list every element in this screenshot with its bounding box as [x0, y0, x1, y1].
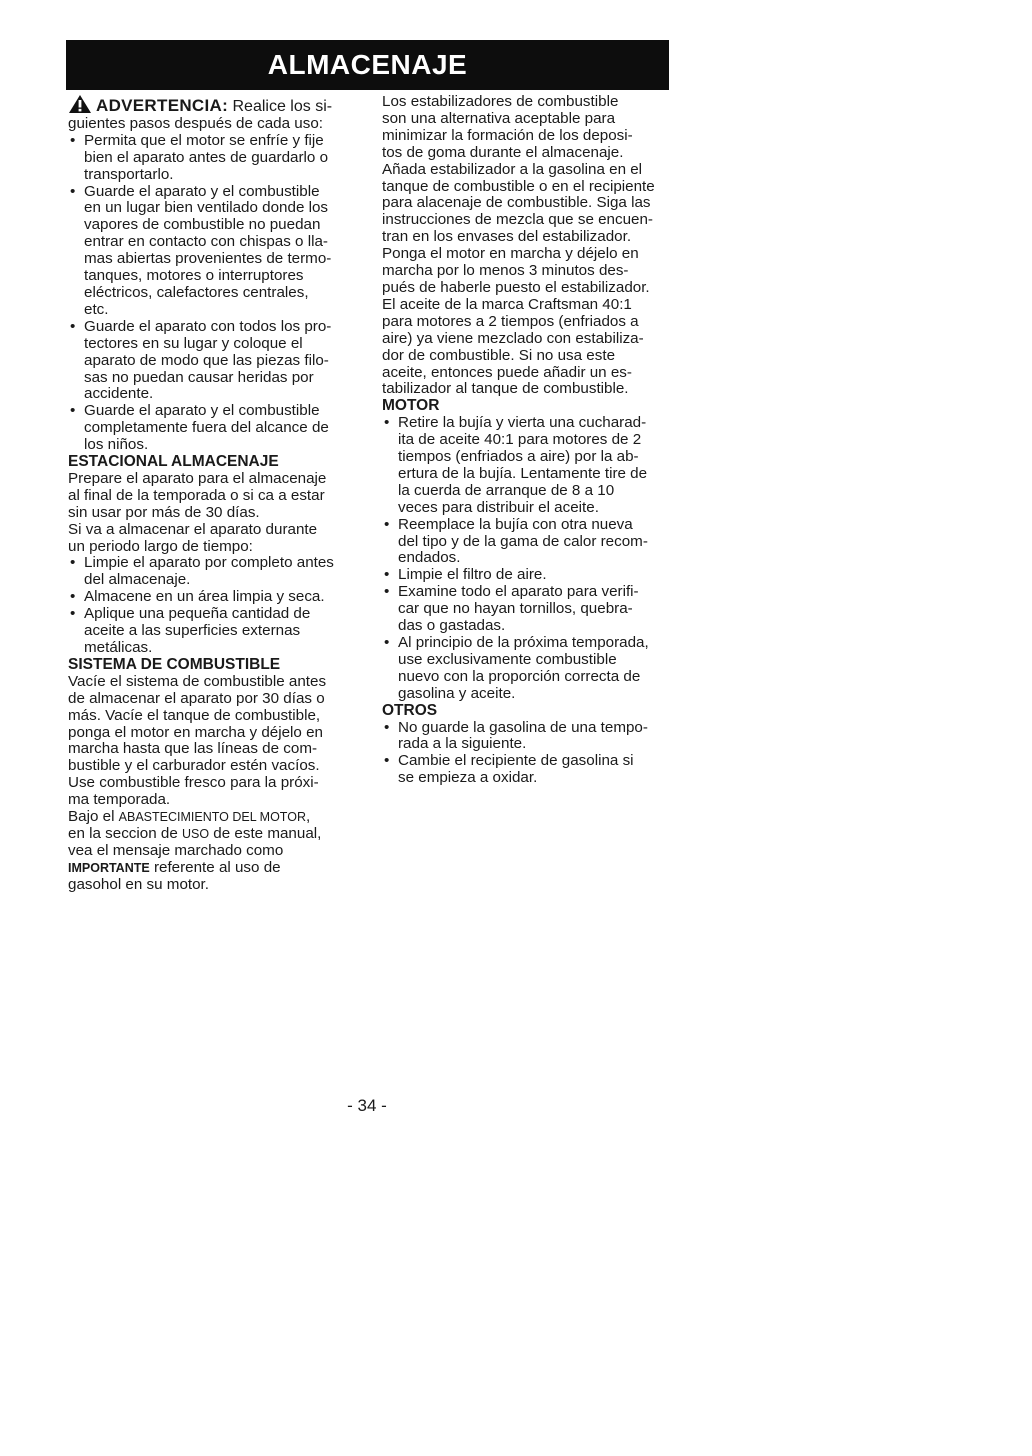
paragraph-line: un periodo largo de tiempo: — [68, 537, 253, 555]
list-item-text: tanques, motores o interruptores — [84, 267, 304, 285]
list-item-text: mas abiertas provenientes de termo- — [84, 250, 332, 268]
paragraph-line: al final de la temporada o si ca a estar — [68, 486, 325, 504]
list-item-text: del almacenaje. — [84, 571, 191, 589]
list-item-text: gasolina y aceite. — [398, 684, 516, 702]
list-item-text: car que no hayan tornillos, quebra- — [398, 600, 633, 618]
list-item-text: • Retire la bujía y vierta una cucharad- — [398, 414, 647, 432]
list-item-text: la cuerda de arranque de 8 a 10 — [398, 481, 615, 499]
estacional-paragraph-2 — [68, 522, 360, 556]
list-item-text: ertura de la bujía. Lentamente tire de — [398, 464, 648, 482]
estacional-list — [68, 555, 360, 656]
list-item-text: completamente fuera del alcance de — [84, 419, 329, 437]
paragraph-line — [68, 860, 360, 877]
list-item-text: en un lugar bien ventilado donde los — [84, 199, 329, 217]
note-important-text: IMPORTANTE — [68, 860, 150, 875]
estacional-paragraph-1 — [68, 471, 360, 522]
section-header-bar — [66, 40, 669, 90]
note-text: referente al uso de — [149, 858, 281, 876]
list-item — [68, 555, 360, 589]
list-item — [68, 133, 360, 184]
paragraph-line: Añada estabilizador a la gasolina en el — [382, 160, 643, 178]
list-item — [68, 589, 360, 606]
paragraph-line: ma temporada. — [68, 791, 171, 809]
list-item-text: transportarlo. — [84, 165, 174, 183]
note-smallcaps-text: ABASTECIMIENTO DEL MOTOR — [118, 810, 306, 825]
motor-heading: MOTOR — [382, 397, 440, 415]
list-item-text: • Limpie el aparato por completo antes — [84, 554, 334, 572]
paragraph-line: Vacíe el sistema de combustible antes — [68, 672, 327, 690]
paragraph-line: para motores a 2 tiempos (enfriados a — [382, 312, 639, 330]
list-item-text: • Limpie el filtro de aire. — [398, 566, 547, 584]
list-item-text: bien el aparato antes de guardarlo o — [84, 148, 329, 166]
warning-label: ADVERTENCIA: — [96, 96, 229, 115]
paragraph-line — [68, 826, 360, 843]
section-title: ALMACENAJE — [267, 49, 468, 80]
paragraph-line: son una alternativa aceptable para — [382, 109, 616, 127]
paragraph-line: tran en los envases del estabilizador. — [382, 228, 632, 246]
paragraph-line: Use combustible fresco para la próxi- — [68, 774, 319, 792]
paragraph-line — [68, 809, 360, 826]
paragraph-line: para alacenaje de combustible. Siga las — [382, 194, 651, 212]
estacional-heading: ESTACIONAL ALMACENAJE — [68, 453, 279, 471]
list-item-text: entrar en contacto con chispas o lla- — [84, 233, 328, 251]
note-text: en la seccion de — [68, 824, 182, 842]
paragraph-line: marcha por lo menos 3 minutos des- — [382, 262, 629, 280]
list-item-text: los niños. — [84, 436, 149, 454]
list-item-text: • Examine todo el aparato para verifi- — [398, 583, 639, 601]
list-item-text: aceite a las superficies externas — [84, 622, 301, 640]
list-item-text: veces para distribuir el aceite. — [398, 498, 599, 516]
list-item-text: nuevo con la proporción correcta de — [398, 667, 641, 685]
note-smallcaps-text: USO — [181, 826, 210, 841]
list-item-text: • Aplique una pequeña cantidad de — [84, 605, 311, 623]
note-text: Bajo el — [68, 808, 119, 826]
list-item-text: das o gastadas. — [398, 617, 506, 635]
paragraph-line: más. Vacíe el tanque de combustible, — [68, 706, 321, 724]
list-item — [382, 415, 674, 516]
note-text: , — [305, 808, 311, 826]
list-item-text: metálicas. — [84, 639, 153, 656]
list-item-text: se empieza a oxidar. — [398, 769, 538, 787]
list-item — [382, 635, 674, 703]
list-item-text: • Cambie el recipiente de gasolina si — [398, 752, 634, 770]
list-item-text: • Reemplace la bujía con otra nueva — [398, 515, 633, 533]
right-column — [382, 94, 674, 787]
list-item — [68, 403, 360, 454]
list-item-text: use exclusivamente combustible — [398, 650, 617, 668]
list-item — [68, 184, 360, 319]
list-item-text: endados. — [398, 549, 461, 567]
warning-triangle-icon — [68, 94, 92, 114]
list-item-text: tiempos (enfriados a aire) por la ab- — [398, 448, 639, 466]
otros-heading: OTROS — [382, 701, 438, 719]
paragraph-line: Los estabilizadores de combustible — [382, 93, 619, 110]
sistema-paragraph — [68, 674, 360, 809]
sistema-note — [68, 809, 360, 894]
list-item-text: vapores de combustible no puedan — [84, 216, 321, 234]
paragraph-line: Ponga el motor en marcha y déjelo en — [382, 245, 639, 263]
warning-intro — [68, 94, 360, 116]
list-item-text: • Al principio de la próxima temporada, — [398, 634, 649, 651]
paragraph-line: vea el mensaje marchado como — [68, 841, 284, 859]
paragraph-line: aceite, entonces puede añadir un es- — [382, 363, 632, 381]
list-item-text: • Guarde el aparato con todos los pro- — [84, 317, 332, 335]
warning-intro-text: Realice los si- — [228, 98, 333, 115]
paragraph-line: minimizar la formación de los deposi- — [382, 126, 633, 144]
paragraph-line: dor de combustible. Si no usa este — [382, 346, 616, 364]
paragraph-line: sin usar por más de 30 días. — [68, 503, 260, 521]
list-item — [68, 606, 360, 657]
motor-list — [382, 415, 674, 702]
list-item-text: • Permita que el motor se enfríe y fije — [84, 131, 324, 149]
warning-list — [68, 133, 360, 454]
paragraph-line: Si va a almacenar el aparato durante — [68, 520, 318, 538]
paragraph-line: ponga el motor en marcha y déjelo en — [68, 723, 323, 741]
sistema-heading: SISTEMA DE COMBUSTIBLE — [68, 655, 281, 673]
list-item-text: • No guarde la gasolina de una tempo- — [398, 718, 648, 736]
list-item — [382, 753, 674, 787]
list-item-text: tectores en su lugar y coloque el — [84, 334, 303, 352]
list-item-text: del tipo y de la gama de calor recom- — [398, 532, 648, 550]
paragraph-line: aire) ya viene mezclado con estabiliza- — [382, 329, 644, 347]
list-item — [382, 567, 674, 584]
note-text: de este manual, — [209, 824, 322, 842]
list-item — [68, 319, 360, 404]
paragraph-line: de almacenar el aparato por 30 días o — [68, 689, 325, 707]
paragraph-line: pués de haberle puesto el estabilizador. — [382, 278, 650, 296]
paragraph-line: tabilizador al tanque de combustible. — [382, 380, 629, 398]
list-item-text: rada a la siguiente. — [398, 735, 527, 753]
list-item-text: sas no puedan causar heridas por — [84, 368, 314, 386]
list-item-text: aparato de modo que las piezas filo- — [84, 351, 329, 369]
paragraph-line: gasohol en su motor. — [68, 875, 209, 893]
left-column — [68, 94, 360, 894]
page-number: - 34 - — [347, 1096, 387, 1115]
paragraph-line: Prepare el aparato para el almacenaje — [68, 469, 327, 487]
paragraph-line: instrucciones de mezcla que se encuen- — [382, 211, 653, 229]
list-item-text: eléctricos, calefactores centrales, — [84, 283, 309, 301]
list-item-text: • Almacene en un área limpia y seca. — [84, 588, 325, 606]
list-item-text: • Guarde el aparato y el combustible — [84, 182, 320, 200]
paragraph-line: tanque de combustible o en el recipiente — [382, 177, 655, 195]
estabilizadores-paragraph — [382, 94, 674, 398]
paragraph-line: marcha hasta que las líneas de com- — [68, 740, 318, 758]
list-item-text: ita de aceite 40:1 para motores de 2 — [398, 431, 642, 449]
otros-list — [382, 720, 674, 788]
warning-intro-text-2: guientes pasos después de cada uso: — [68, 114, 323, 132]
list-item-text: accidente. — [84, 385, 154, 403]
paragraph-line: bustible y el carburador estén vacíos. — [68, 757, 320, 775]
list-item-text: • Guarde el aparato y el combustible — [84, 402, 320, 420]
paragraph-line: tos de goma durante el almacenaje. — [382, 143, 624, 161]
list-item — [382, 517, 674, 568]
list-item — [382, 584, 674, 635]
list-item-text: etc. — [84, 300, 109, 318]
list-item — [382, 720, 674, 754]
paragraph-line: El aceite de la marca Craftsman 40:1 — [382, 295, 632, 313]
